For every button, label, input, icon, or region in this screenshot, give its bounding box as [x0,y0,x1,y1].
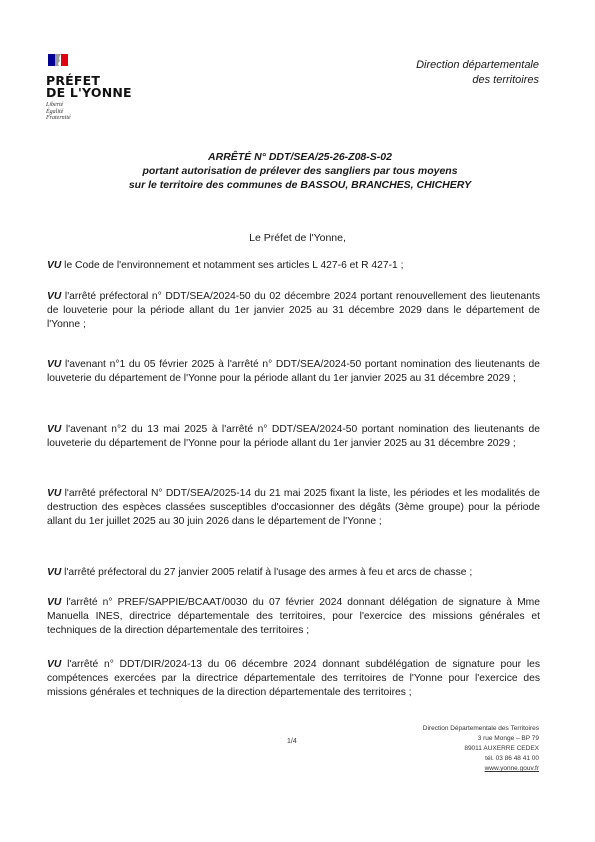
marianne-icon [48,52,68,68]
direction-line1: Direction départementale [416,59,539,71]
vu-paragraph [47,358,540,386]
vu-text: l'arrêté préfectoral n° DDT/SEA/2024-50 du 02 décembre 2024 portant renouvellement des lieutenants de louveterie pour la période allant du 1er janvier 2025 au 31 décembre 2029 dans le département de l'Yonne ; [47,291,540,331]
prefet-title-line2: DE L'YONNE [46,85,132,100]
vu-text: l'arrêté préfectoral du 27 janvier 2005 relatif à l'usage des armes à feu et arcs de chasse ; [61,567,473,578]
vu-paragraph [47,596,540,639]
vu-prefix: VU [47,260,62,271]
vu-prefix: VU [47,567,62,578]
arrete-number: ARRÊTÉ N° DDT/SEA/25-26-Z08-S-02 [208,151,392,163]
vu-text: l'avenant n°2 du 13 mai 2025 à l'arrêté n° DDT/SEA/2024-50 portant nomination des lieutenants de louveterie du département de l'Yonne pour la période allant du 1er janvier 2025 au 31 décembre 2029 ; [47,424,540,450]
direction-line2: des territoires [472,74,539,86]
vu-text: l'arrêté n° PREF/SAPPIE/BCAAT/0030 du 07 février 2024 donnant délégation de signature à Mme Manuella INES, directrice départementale des territoires, pour l'exercice des missions générales et techniques de la direction départementale des territoires ; [47,597,540,637]
page-number: 1/4 [287,738,297,745]
arrete-title [60,150,540,192]
vu-paragraph [47,566,540,580]
footer-address-line: 89011 AUXERRE CEDEX [464,745,539,752]
vu-text: l'arrêté n° DDT/DIR/2024-13 du 06 décembre 2024 donnant subdélégation de signature pour les compétences exercées par la directrice départementale des territoires de l'Yonne pour l'exercice des missions générales et techniques de la direction départementale des territoires ; [47,659,540,699]
vu-prefix: VU [47,424,62,435]
vu-paragraph [47,290,540,333]
vu-prefix: VU [47,597,62,608]
direction-header [416,58,539,88]
arrete-subject-line2: sur le territoire des communes de BASSOU, BRANCHES, CHICHERY [128,179,472,191]
vu-paragraph [47,658,540,701]
devise-egalite: Égalité [46,108,64,115]
vu-prefix: VU [47,659,62,670]
vu-prefix: VU [47,359,62,370]
vu-prefix: VU [47,291,62,302]
devise-liberte: Liberté [46,102,64,108]
vu-text: le Code de l'environnement et notamment ses articles L 427-6 et R 427-1 ; [61,260,404,271]
devise [46,102,166,122]
devise-fraternite: Fraternité [46,115,71,121]
arrete-subject-line1: portant autorisation de prélever des sangliers par tous moyens [142,165,458,177]
vu-paragraph [47,423,540,451]
footer-address [423,724,539,774]
vu-text: l'arrêté préfectoral N° DDT/SEA/2025-14 du 21 mai 2025 fixant la liste, les périodes et les modalités de destruction des espèces classées susceptibles d'occasionner des dégâts (3ème groupe) pour la période allant du 1er juillet 2025 au 30 juin 2026 dans le département de l'Yonne ; [47,488,540,528]
footer-address-line: tél. 03 86 48 41 00 [485,755,539,762]
vu-prefix: VU [47,488,62,499]
prefet-line: Le Préfet de l'Yonne, [249,232,346,244]
vu-text: l'avenant n°1 du 05 février 2025 à l'arrêté n° DDT/SEA/2024-50 portant nomination des lieutenants de louveterie du département de l'Yonne pour la période allant du 1er janvier 2025 au 31 décembre 2029 ; [47,359,540,385]
prefet-logo [46,52,166,122]
vu-paragraph [47,259,540,273]
footer-address-line: Direction Départementale des Territoires [422,725,539,732]
footer-website: www.yonne.gouv.fr [484,765,539,772]
prefet-title [46,75,166,99]
prefet-title-line1: PRÉFET [46,73,101,88]
footer-address-line: 3 rue Monge – BP 79 [477,735,539,742]
vu-paragraph [47,487,540,530]
